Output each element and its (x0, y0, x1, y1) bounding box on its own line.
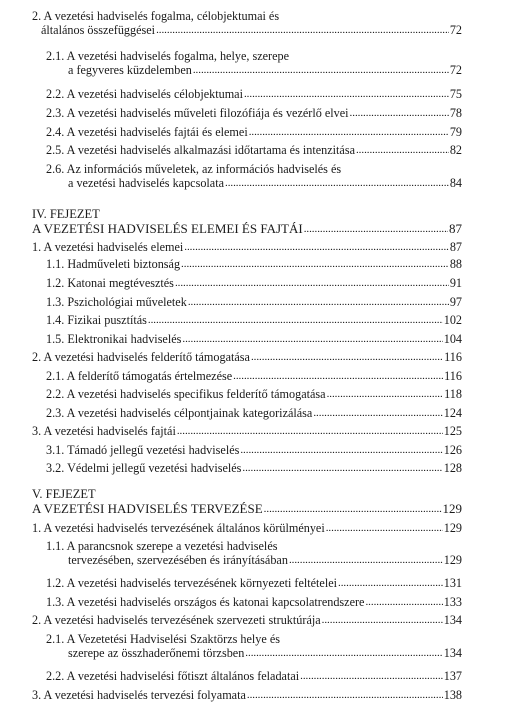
toc-entry[interactable] (46, 332, 462, 347)
leader-dots (233, 368, 443, 383)
toc-entry[interactable] (46, 443, 462, 458)
leader-dots (251, 349, 443, 364)
toc-page-number: 104 (443, 332, 462, 346)
toc-entry[interactable] (46, 295, 462, 310)
toc-page-number: 75 (449, 87, 462, 101)
toc-entry-text: 2.6. Az információs műveletek, az információs hadviselés és (46, 162, 342, 176)
toc-entry[interactable] (46, 595, 462, 610)
leader-dots (313, 405, 442, 420)
toc-entry[interactable] (46, 276, 462, 291)
leader-dots (193, 62, 449, 77)
leader-dots (264, 500, 442, 517)
toc-entry-text: 2. A vezetési hadviselés tervezésének szervezeti struktúrája (32, 613, 321, 627)
toc-page-number: 129 (443, 521, 462, 535)
toc-entry-text: 3. A vezetési hadviselés tervezési folyamata (32, 688, 246, 702)
toc-entry-text: 3.1. Támadó jellegű vezetési hadviselés (46, 443, 240, 457)
toc-entry[interactable] (46, 632, 462, 661)
toc-entry-text: általános összefüggései (41, 23, 156, 37)
toc-entry-text: tervezésében, szervezésében és irányításában (68, 553, 288, 567)
toc-entry-text: 2.2. A vezetési hadviselés célobjektumai (46, 87, 243, 101)
toc-entry[interactable] (46, 369, 462, 384)
toc-page-number: 118 (444, 387, 462, 401)
toc-page-number: 72 (449, 63, 462, 77)
toc-page-number: 102 (443, 313, 462, 327)
toc-page-number: 82 (449, 143, 462, 157)
toc-page-number: 134 (443, 646, 462, 660)
toc-page-number: 91 (449, 276, 462, 290)
leader-dots (289, 552, 443, 567)
leader-dots (326, 520, 443, 535)
toc-entry-text: a vezetési hadviselés kapcsolata (68, 176, 224, 190)
leader-dots (244, 86, 449, 101)
toc-entry[interactable] (46, 125, 462, 140)
toc-entry-text: a fegyveres küzdelemben (68, 63, 192, 77)
toc-page-number: 124 (443, 406, 462, 420)
chapter-title[interactable] (32, 501, 462, 518)
toc-entry-text: 2.5. A vezetési hadviselés alkalmazási időtartama és intenzitása (46, 143, 355, 157)
toc-page-number: 125 (443, 424, 462, 438)
toc-entry-text: 2.4. A vezetési hadviselés fajtái és elemei (46, 125, 248, 139)
toc-entry-text: 2.1. A Vezetetési Hadviselési Szaktörzs helye és (46, 632, 280, 646)
leader-dots (182, 331, 442, 346)
toc-page-number: 129 (442, 501, 462, 516)
toc-entry-text: szerepe az összhaderőnemi törzsben (68, 646, 245, 660)
toc-entry[interactable] (32, 9, 462, 38)
leader-dots (356, 142, 449, 157)
toc-entry-text: 3. A vezetési hadviselés fajtái (32, 424, 176, 438)
toc-entry[interactable] (46, 143, 462, 158)
toc-entry-text: 2.3. A vezetési hadviselés műveleti filozófiája és vezérlő elvei (46, 106, 349, 120)
toc-page-number: 87 (449, 221, 462, 236)
leader-dots (249, 124, 449, 139)
leader-dots (188, 294, 449, 309)
toc-entry[interactable] (46, 162, 462, 191)
toc-page-number: 116 (444, 350, 462, 364)
toc-entry-text: 2.3. A vezetési hadviselés célpontjainak kategorizálása (46, 406, 313, 420)
leader-dots (300, 668, 443, 683)
toc-entry-text: 1.1. Hadműveleti biztonság (46, 257, 181, 271)
leader-dots (156, 22, 449, 37)
toc-entry[interactable] (32, 521, 462, 536)
toc-entry[interactable] (46, 669, 462, 684)
leader-dots (322, 612, 443, 627)
toc-entry[interactable] (46, 313, 462, 328)
toc-page-number: 84 (449, 176, 462, 190)
toc-entry-text: 1.5. Elektronikai hadviselés (46, 332, 182, 346)
leader-dots (327, 386, 444, 401)
toc-entry-text: 2.2. A vezetési hadviselési főtiszt általános feladatai (46, 669, 300, 683)
toc-entry[interactable] (46, 539, 462, 568)
toc-page-number: 87 (449, 240, 462, 254)
leader-dots (175, 275, 449, 290)
toc-page-number: 137 (443, 669, 462, 683)
chapter-number: IV. FEJEZET (32, 207, 100, 221)
toc-entry-text: 2.2. A vezetési hadviselés specifikus felderítő támogatása (46, 387, 326, 401)
toc-page-number: 133 (443, 595, 462, 609)
toc-entry-text: 1.2. Katonai megtévesztés (46, 276, 174, 290)
toc-entry[interactable] (46, 49, 462, 78)
leader-dots (242, 460, 442, 475)
toc-entry[interactable] (32, 350, 462, 365)
toc-entry-text: 1. A vezetési hadviselés tervezésének általános körülményei (32, 521, 325, 535)
toc-entry-text: 1.4. Fizikai pusztítás (46, 313, 147, 327)
toc-entry[interactable] (46, 387, 462, 402)
toc-page-number: 97 (449, 295, 462, 309)
leader-dots (240, 442, 442, 457)
toc-page-number: 72 (449, 23, 462, 37)
chapter-title[interactable] (32, 221, 462, 238)
toc-entry[interactable] (32, 688, 462, 703)
toc-entry-text: 2.1. A vezetési hadviselés fogalma, helye, szerepe (46, 49, 289, 63)
leader-dots (177, 423, 443, 438)
toc-entry-text: A VEZETÉSI HADVISELÉS TERVEZÉSE (32, 501, 263, 516)
toc-entry-text: 1.2. A vezetési hadviselés tervezésének környezeti feltételei (46, 576, 338, 590)
leader-dots (184, 239, 449, 254)
leader-dots (304, 220, 448, 237)
toc-entry-text: 1.3. A vezetési hadviselés országos és katonai kapcsolatrendszere (46, 595, 365, 609)
toc-page-number: 129 (443, 553, 462, 567)
toc-entry-text: 2.1. A felderítő támogatás értelmezése (46, 369, 233, 383)
leader-dots (225, 175, 449, 190)
toc-page-number: 78 (449, 106, 462, 120)
toc-entry-text: 1.3. Pszichológiai műveletek (46, 295, 187, 309)
toc-entry[interactable] (46, 106, 462, 121)
toc-entry[interactable] (46, 406, 462, 421)
toc-page-number: 116 (444, 369, 462, 383)
leader-dots (365, 594, 442, 609)
leader-dots (247, 687, 443, 702)
toc-entry[interactable] (46, 576, 462, 591)
leader-dots (181, 256, 449, 271)
toc-page-number: 128 (443, 461, 462, 475)
toc-entry-text: 1. A vezetési hadviselés elemei (32, 240, 184, 254)
toc-entry-text: 3.2. Védelmi jellegű vezetési hadviselés (46, 461, 242, 475)
toc-page-number: 138 (443, 688, 462, 702)
toc-entry[interactable] (32, 613, 462, 628)
toc-page-number: 131 (443, 576, 462, 590)
leader-dots (245, 645, 442, 660)
toc-entry[interactable] (46, 87, 462, 102)
toc-page-number: 134 (443, 613, 462, 627)
toc-entry-text: A VEZETÉSI HADVISELÉS ELEMEI ÉS FAJTÁI (32, 221, 303, 236)
toc-page-number: 88 (449, 257, 462, 271)
toc-entry[interactable] (32, 424, 462, 439)
leader-dots (338, 575, 443, 590)
toc-entry[interactable] (32, 240, 462, 255)
toc-entry-text: 2. A vezetési hadviselés felderítő támogatása (32, 350, 250, 364)
leader-dots (350, 105, 449, 120)
toc-entry[interactable] (46, 257, 462, 272)
toc-page-number: 126 (443, 443, 462, 457)
toc-entry-text: 1.1. A parancsnok szerepe a vezetési hadviselés (46, 539, 278, 553)
chapter-number: V. FEJEZET (32, 487, 96, 501)
leader-dots (148, 312, 443, 327)
toc-entry[interactable] (46, 461, 462, 476)
toc-page-number: 79 (449, 125, 462, 139)
toc-entry-text: 2. A vezetési hadviselés fogalma, célobjektumai és (32, 9, 280, 23)
